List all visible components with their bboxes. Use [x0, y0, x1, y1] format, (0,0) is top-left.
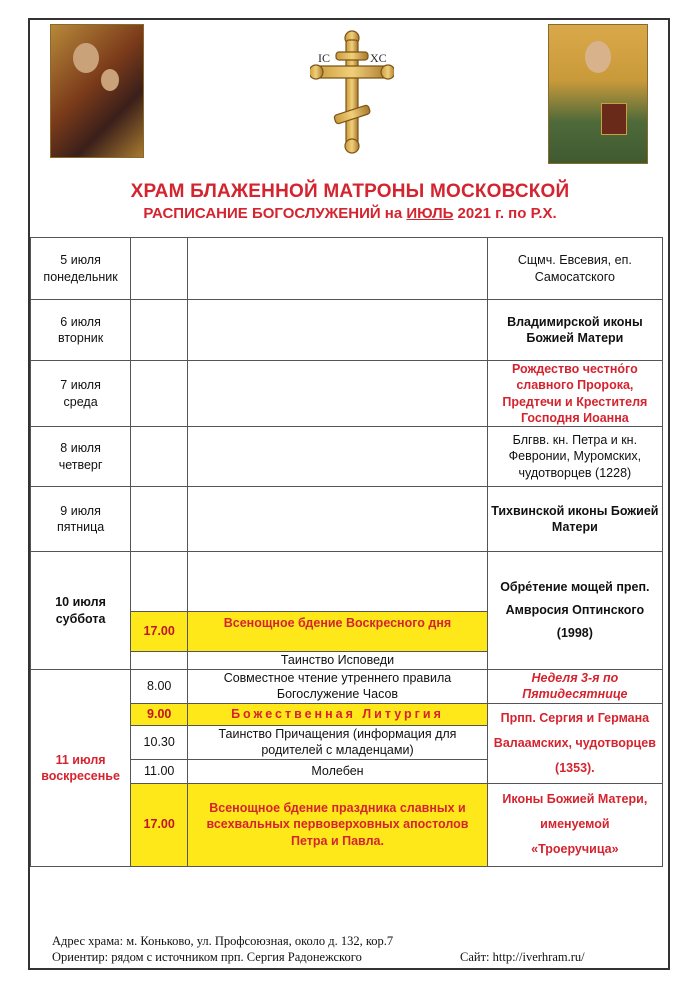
time-cell	[131, 238, 188, 300]
day-cell: 8 июля четверг	[31, 427, 131, 487]
service-cell	[188, 427, 487, 487]
feast-cell: Владимирской иконы Божией Матери	[487, 300, 662, 361]
matrona-icon	[548, 24, 648, 164]
feast-cell: Рождество честно́го славного Пророка, Предтечи и Крестителя Господня Иоанна	[487, 361, 662, 427]
feast-cell: Обре́тение мощей преп. Амвросия Оптинского (1998)	[487, 552, 662, 670]
landmark-note: Ориентир: рядом с источником прп. Сергия Радонежского	[52, 950, 362, 964]
day-cell: 6 июля вторник	[31, 300, 131, 361]
service-cell	[188, 238, 487, 300]
time-cell	[131, 552, 188, 612]
time-cell: 17.00	[131, 783, 188, 866]
feast-cell: Тихвинской иконы Божией Матери	[487, 487, 662, 552]
day-cell: 7 июля среда	[31, 361, 131, 427]
time-cell: 17.00	[131, 612, 188, 652]
table-row	[31, 238, 663, 300]
service-cell	[188, 361, 487, 427]
time-cell	[131, 361, 188, 427]
table-row	[31, 670, 663, 704]
table-row	[31, 552, 663, 612]
feast-cell: Прпп. Сергия и Германа Валаамских, чудотворцев (1353).	[487, 703, 662, 783]
theotokos-icon	[50, 24, 144, 158]
service-cell: Таинство Исповеди	[188, 652, 487, 670]
day-cell: 10 июля суббота	[31, 552, 131, 670]
church-title: ХРАМ БЛАЖЕННОЙ МАТРОНЫ МОСКОВСКОЙ	[130, 181, 570, 202]
time-cell: 10.30	[131, 725, 188, 759]
day-cell: 9 июля пятница	[31, 487, 131, 552]
cross-label-right: XC	[370, 51, 387, 65]
feast-cell: Сщмч. Евсевия, еп. Самосатского	[487, 238, 662, 300]
service-cell: Совместное чтение утреннего правила Богослужение Часов	[188, 670, 487, 704]
feast-cell: Иконы Божией Матери, именуемой «Троеручица»	[487, 783, 662, 866]
table-row	[31, 361, 663, 427]
service-cell	[188, 552, 487, 612]
day-cell: 5 июля понедельник	[31, 238, 131, 300]
service-cell	[188, 487, 487, 552]
time-cell	[131, 427, 188, 487]
service-cell: Всенощное бдение праздника славных и всехвальных первоверховных апостолов Петра и Павла.	[188, 783, 487, 866]
time-cell	[131, 487, 188, 552]
month-label: ИЮЛЬ	[406, 205, 454, 222]
feast-cell: Неделя 3-я по Пятидесятнице	[487, 670, 662, 704]
schedule-table	[30, 237, 663, 867]
service-cell: Всенощное бдение Воскресного дня	[188, 612, 487, 652]
time-cell: 9.00	[131, 703, 188, 725]
table-row	[31, 300, 663, 361]
table-row	[31, 487, 663, 552]
feast-cell: Блгвв. кн. Петра и кн. Февронии, Муромских, чудотворцев (1228)	[487, 427, 662, 487]
cross-label-left: IC	[318, 51, 330, 65]
table-row	[31, 427, 663, 487]
website-link[interactable]: Сайт: http://iverhram.ru/	[460, 950, 585, 964]
schedule-subtitle: РАСПИСАНИЕ БОГОСЛУЖЕНИЙ на ИЮЛЬ 2021 г. по Р.Х.	[143, 205, 557, 222]
church-address: Адрес храма: м. Коньково, ул. Профсоюзная, около д. 132, кор.7	[52, 934, 394, 948]
time-cell: 11.00	[131, 759, 188, 783]
service-cell	[188, 300, 487, 361]
orthodox-cross-icon	[310, 28, 394, 154]
service-cell: Таинство Причащения (информация для родителей с младенцами)	[188, 725, 487, 759]
time-cell: 8.00	[131, 670, 188, 704]
service-cell: Божественная Литургия	[188, 703, 487, 725]
day-cell: 11 июля воскресенье	[31, 670, 131, 867]
time-cell	[131, 652, 188, 670]
service-cell: Молебен	[188, 759, 487, 783]
time-cell	[131, 300, 188, 361]
